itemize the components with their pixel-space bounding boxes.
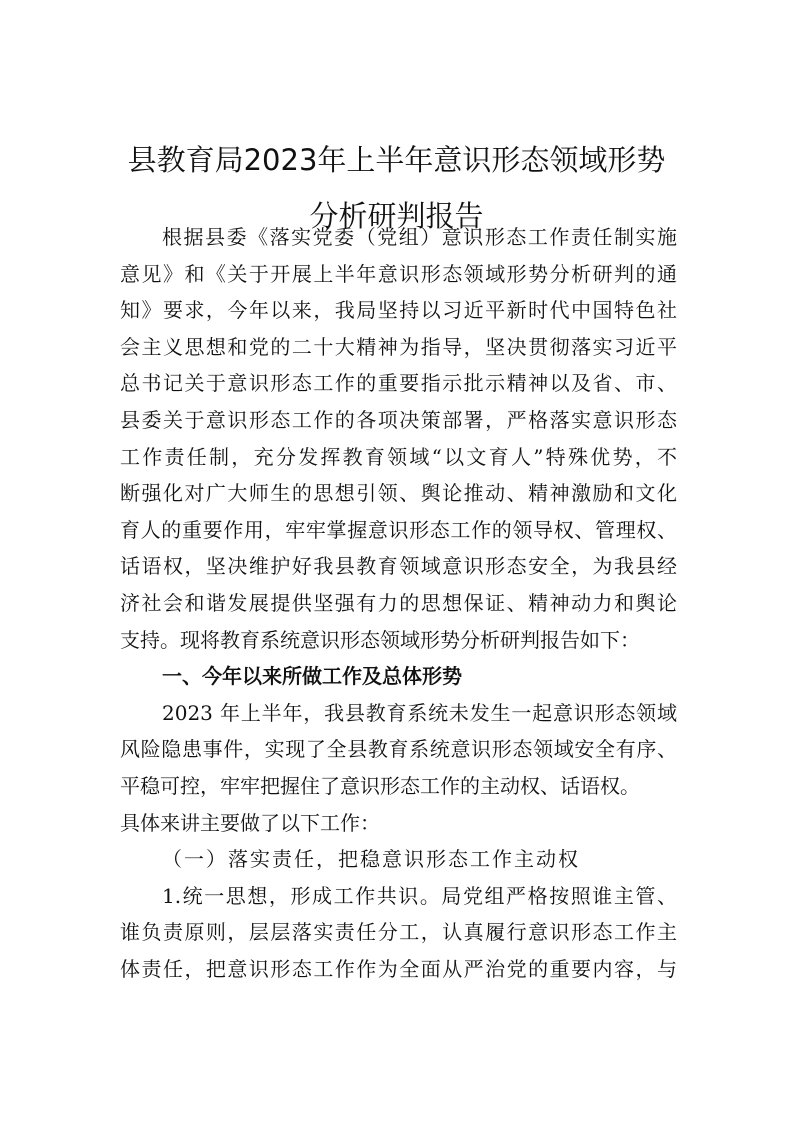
section-heading-1: 一、今年以来所做工作及总体形势 <box>162 664 462 689</box>
paragraph-line: 总书记关于意识形态工作的重要指示批示精神以及省、市、 <box>120 371 677 396</box>
paragraph-line: 支持。现将教育系统意识形态领域形势分析研判报告如下： <box>120 627 640 652</box>
document-title-line-1: 县教育局2023年上半年意识形态领域形势 <box>127 143 666 177</box>
paragraph-line: 济社会和谐发展提供坚强有力的思想保证、精神动力和舆论 <box>120 590 677 615</box>
paragraph-line: 育人的重要作用，牢牢掌握意识形态工作的领导权、管理权、 <box>120 517 677 542</box>
paragraph-line: 1.统一思想，形成工作共识。局党组严格按照谁主管、 <box>162 883 677 908</box>
paragraph-line: 知》要求，今年以来，我局坚持以习近平新时代中国特色社 <box>120 298 677 323</box>
paragraph-line: 体责任，把意识形态工作作为全面从严治党的重要内容，与 <box>120 956 677 981</box>
document-body <box>120 219 677 987</box>
paragraph-line: 话语权，坚决维护好我县教育领域意识形态安全，为我县经 <box>120 554 677 579</box>
paragraph-line: 县委关于意识形态工作的各项决策部署，严格落实意识形态 <box>120 407 677 432</box>
paragraph-line: 具体来讲主要做了以下工作： <box>120 810 380 835</box>
subsection-heading-1: （一）落实责任，把稳意识形态工作主动权 <box>162 847 580 872</box>
document-title-line-2: 分析研判报告 <box>309 199 484 233</box>
paragraph-line: 意见》和《关于开展上半年意识形态领域形势分析研判的通 <box>120 261 677 286</box>
paragraph-line: 工作责任制，充分发挥教育领域“以文育人”特殊优势，不 <box>120 444 677 469</box>
paragraph-line: 2023 年上半年，我县教育系统未发生一起意识形态领域 <box>162 700 677 725</box>
paragraph-line: 会主义思想和党的二十大精神为指导，坚决贯彻落实习近平 <box>120 334 677 359</box>
paragraph-line: 平稳可控，牢牢把握住了意识形态工作的主动权、话语权。 <box>120 773 640 798</box>
paragraph-line: 风险隐患事件，实现了全县教育系统意识形态领域安全有序、 <box>120 737 677 762</box>
paragraph-line: 断强化对广大师生的思想引领、舆论推动、精神激励和文化 <box>120 481 677 506</box>
paragraph-line: 根据县委《落实党委（党组）意识形态工作责任制实施 <box>162 225 677 249</box>
paragraph-line: 谁负责原则，层层落实责任分工，认真履行意识形态工作主 <box>120 920 677 945</box>
